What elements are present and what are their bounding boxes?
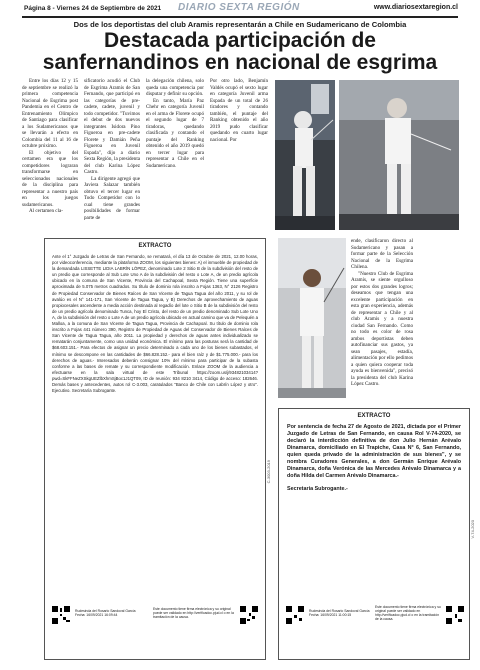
notice-title: EXTRACTO xyxy=(357,413,391,419)
headline-line-1: Destacada participación de xyxy=(104,29,376,52)
paragraph: El objetivo del certamen era que los competidores lograran transformarse en seleccionados nacionales de la disciplina para representar a nuestro país en los juegos sudamericanos. xyxy=(22,149,78,208)
fencer-figure-icon xyxy=(339,80,459,230)
notice-body: Ante el 1° Juzgado de Letras de San Fernando, se rematará, el día 13 de Octubre de 2021, 12.00 horas, por videoconferencia, mediante la plataforma ZOOM, los siguientes bienes: A) el inmueble de propiedad de la demandada LISSETTE LIDIA LABRÍN LÓPEZ, denominado Lote 2 Sitio B de la subdivisión del resto de un predio que corresponde al Sub Lote Uno A de la subdivisión del resto o Lote A, de un predio agrícola ubicado en la comuna de San Vicente, Provincia del Cachapoal, Sexta Región. Tiene una superficie aproximada de 5.075 metros cuadrados. Su título de dominio rola inscrito a Fojas 1363, N° 2126 Registro de Propiedad Conservador de Bienes Raíces de San Vicente de Tagua Tagua del año 2011, y su rol de avalúo es el N° 141-171, San Vicente de Tagua Tagua, y B) Derechos de aprovechamiento de aguas propiocesales ascendente a media acción destinada al regadío del lote o Sitio B de la subdivisión del resto de un predio agrícola denominado Tunca, hoy El Cristo, del resto de un predio denominado Sub Lote Uno A, de la subdivisión del resto o Lote A de un predio agrícola ubicado en actual camino que va de Pelequén a Malloa, a la comuna de San Vicente de Tagua Tagua, Provincia de Cachapoal. Su título de dominio rola inscrito a Fojas 441 número 390, Registro de Propiedad de Aguas del Conservador de Bienes Raíces de San Vicente de Tagua Tagua, año 2011. La propiedad y derechos de aguas antes individualizado se rematarán conjuntamente, como una unidad económica. El mínimo para las posturas será la cantidad de $68.603.151.- Para efectos de asignar un precio determinado a cada uno de los bienes subastados, el mínimo se descompone en las cantidades de $66.828.152.- para el bien raíz y de $1.775.000.- para los derechos de aguas.- Interesados deberán consignar 10% del mínimo para participar de la subasta conforme a las bases de remate y su correspondiente modificación. Enlace ZOOM de la audiencia a efectuarse en la sala virtual de este Tribunal https://zoom.us/j/93482103414?pwd=SkFFNeZXSkgUEZlbXhmSjBoc1J1QT09, ID de reunión: 934 8210 3414, Código de acceso: 182646. Demás bases y antecedentes, autos rol C-3.003, caratulados "Banco de Chile con Labrín López y otro". Ejecutivo. Secretaría Subrogante. xyxy=(52,254,258,394)
page-date: Página 8 - Viernes 24 de Septiembre de 2021 xyxy=(24,5,162,12)
legal-notice-interdiccion xyxy=(278,408,470,660)
paragraph: En tanto, María Paz Chehr en categoría Juvenil en el arma de Florete ocupó el segundo lugar de 7 tiradoras, quedando clasificada y contando el puntaje del Ranking obtenido el año 2019 quedó en tercer lugar para representar a Chile en el Sudamericano. xyxy=(146,97,204,169)
article-column-5 xyxy=(351,238,413,388)
paragraph: Entre los días 12 y 15 de septiembre se realizó la primera competencia Nacional de Esgrima post Pandemia en el Centro de Entrenamiento Olímpico de Santiago para clasificar a los Sudamericanos que se llevarán a efecto en Colombia del 11 al 16 de octubre próximo. xyxy=(22,78,78,149)
legal-notice-remate xyxy=(44,238,266,660)
article-kicker: Dos de los deportistas del club Aramis representarán a Chile en Sudamericano de Colombia xyxy=(73,20,407,29)
sign-date: Fecha: 16/09/2021 11:00:15 xyxy=(309,613,352,617)
article-column-3 xyxy=(146,78,204,169)
athlete-photo xyxy=(278,238,346,398)
newspaper-brand: DIARIO SEXTA REGIÓN xyxy=(178,2,300,13)
signer-block xyxy=(75,609,145,617)
athlete-figure-icon xyxy=(278,238,346,398)
side-code-left: C-3003-2019 xyxy=(266,460,271,484)
notice-title: EXTRACTO xyxy=(138,243,172,249)
paragraph: la delegación chilena, solo queda una competencia por disputar y definir su opción. xyxy=(146,78,204,97)
qr-code-icon xyxy=(51,605,71,625)
verify-note: Este documento tiene firma electrónica y su original puede ser validado en http://verificadoc.pjud.cl o en la tramitación de la causa. xyxy=(153,607,234,619)
header-rule xyxy=(22,16,458,18)
qr-code-icon xyxy=(445,605,465,625)
signer-name: Rudesinda del Rosario Sandoval García xyxy=(309,609,370,613)
qr-code-icon xyxy=(285,605,305,625)
qr-code-icon xyxy=(239,605,259,625)
headline-line-2: sanfernandinos en nacional de esgrima xyxy=(42,51,438,74)
paragraph: sificatorio acudió el Club de Esgrima Aramis de San Fernando, que participó en las categorías de pre-cadete, cadete, juvenil y todo competidor. "Tuvimos el debut de dos nuevos integrantes Isidora Pino Figueroa en pre-cadete Florete y Damián Peña Figueroa en Juvenil Espada", dijo a diario Sexta Región, la presidenta del club Karina López Castro. xyxy=(84,78,140,175)
paragraph: Por otro lado, Benjamín Valdés ocupó el sexto lugar en categoría Juvenil arma Espada de un total de 26 tiradores y contando también, el puntaje del Ranking obtenido el año 2019 pudo clasificar quedando en cuarto lugar nacional. Por xyxy=(210,78,268,143)
paragraph: Al certamen cla- xyxy=(29,208,63,214)
signer-name: Rudesinda del Rosario Sandoval García xyxy=(75,609,136,613)
website-link[interactable]: www.diariosextaregion.cl xyxy=(373,4,458,11)
article-column-1 xyxy=(22,78,78,215)
fencer-photo-1 xyxy=(275,80,335,230)
notice-body: Por sentencia de fecha 27 de Agosto de 2021, dictada por el Primer Juzgado de Letras de San Fernando, en causa Rol V-74-2020, se declaró la interdicción definitiva de don Julio Hernán Arévalo Dinamarca, domiciliado en El Trapiche, Casa N° 6, San Fernando, quien queda privado de la administración de sus bienes", y se nombra Curadores Generales, a don Germán Enrique Arévalo Dinamarca, doña Verónica de las Mercedes Arévalo Dinamarca y a doña Hilda del Carmen Arévalo Dinamarca.- xyxy=(287,424,461,479)
notice-footer: Secretaria Subrogante.- xyxy=(287,486,348,492)
fencer-figure-icon xyxy=(275,80,335,230)
paragraph: ende, clasificaron directo al Sudamericano y pasan a formar parte de la Selección Nacional de la Esgrima Chilena. xyxy=(351,238,413,270)
sign-date: Fecha: 16/09/2021 16:09:44 xyxy=(75,613,118,617)
fencer-photo-2 xyxy=(339,80,459,230)
paragraph: "Nuestro Club de Esgrima Aramis, se siente orgulloso por estos dos grandes logros; deseamos que tengan una excelente participación en esta gran experiencia, además de representar a Chile y al club Aramis y a nuestra ciudad San Fernando. Como no todo es color de rosa ambos deportistas deben autofinanciar sus gastos, ya sean pasajes, estadía, alimentación por ello pedimos a quien quiera cooperar toda ayuda es bienvenida", precisó la presidenta del club Karina López Castro. xyxy=(351,270,413,387)
article-headline xyxy=(22,30,458,74)
verify-note: Este documento tiene firma electrónica y su original puede ser validado en http://verificadoc.pjud.cl o en la tramitación de la causa. xyxy=(375,605,441,621)
article-column-4 xyxy=(210,78,268,143)
article-column-2 xyxy=(84,78,140,221)
paragraph: La dirigente agregó que Javiera Salazar también obtuvo el tercer lugar en Todo Competidor con lo cual tiene grandes posibilidades de formar parte de xyxy=(84,175,140,221)
signer-block xyxy=(309,609,371,617)
side-code-right: V-74-2020 xyxy=(470,520,475,539)
